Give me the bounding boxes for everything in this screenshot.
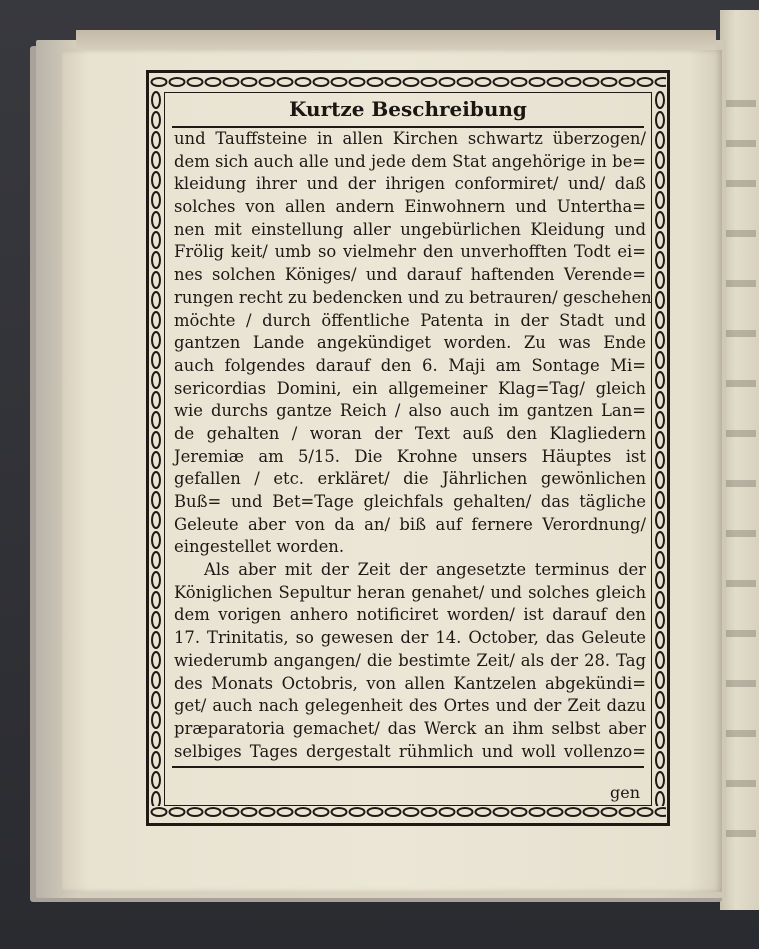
text-line: dem vorigen anhero notificiret worden/ ist darauf den xyxy=(174,605,646,625)
ornament-bottom-band xyxy=(150,806,666,818)
catchword: gen xyxy=(609,783,640,802)
text-line: præparatoria gemachet/ das Werck an ihm selbst aber xyxy=(174,718,646,738)
ornament-top-band xyxy=(150,76,666,88)
text-line: Geleute aber von da an/ biß auf fernere Verordnung/ xyxy=(174,514,646,534)
body-text xyxy=(174,128,652,763)
text-line: Jeremiæ am 5/15. Die Krohne unsers Häuptes ist xyxy=(174,446,646,466)
text-line: Frölig keit/ umb so vielmehr den unverhofften Todt ei= xyxy=(174,242,646,262)
text-line: wie durchs gantze Reich / also auch im gantzen Lan= xyxy=(174,401,646,421)
text-line: gefallen / etc. erkläret/ die Jährlichen gewönlichen xyxy=(174,469,646,489)
text-line: rungen recht zu bedencken und zu betrauren/ geschehen xyxy=(174,287,652,307)
running-heading: Kurtze Beschreibung xyxy=(289,97,527,121)
text-line: wiederumb angangen/ die bestimte Zeit/ als der 28. Tag xyxy=(174,650,646,670)
text-line: sericordias Domini, ein allgemeiner Klag=Tag/ gleich xyxy=(174,378,646,398)
top-page-edges xyxy=(76,30,716,52)
text-line: get/ auch nach gelegenheit des Ortes und der Zeit dazu xyxy=(174,696,646,716)
text-line: kleidung ihrer und der ihrigen conformiret/ und/ daß xyxy=(174,174,646,194)
ornament-right-band xyxy=(654,90,666,806)
text-line: nen mit einstellung aller ungebürlichen Kleidung und xyxy=(174,219,646,239)
text-line: Buß= und Bet=Tage gleichfals gehalten/ das tägliche xyxy=(174,492,646,511)
text-line: auch folgendes darauf den 6. Maji am Sontage Mi= xyxy=(174,355,646,375)
text-line: selbiges Tages dergestalt rühmlich und woll vollenzo= xyxy=(174,741,646,761)
footer-rule xyxy=(172,766,644,768)
text-line: möchte / durch öffentliche Patenta in der Stadt und xyxy=(174,310,646,330)
text-line: und Tauffsteine in allen Kirchen schwartz überzogen/ xyxy=(174,129,646,148)
text-line: nes solchen Königes/ und darauf haftenden Verende= xyxy=(174,265,646,285)
text-line: solches von allen andern Einwohnern und Untertha= xyxy=(174,197,646,217)
text-line: Als aber mit der Zeit der angesetzte terminus der xyxy=(204,560,646,580)
text-line: de gehalten / woran der Text auß den Klagliedern xyxy=(174,423,646,443)
text-line: dem sich auch alle und jede dem Stat angehörige in be= xyxy=(174,151,646,171)
text-line: gantzen Lande angekündiget worden. Zu was Ende xyxy=(174,333,646,353)
text-line: des Monats Octobris, von allen Kantzelen abgekündi= xyxy=(174,673,646,693)
ornament-left-band xyxy=(150,90,162,806)
text-line: Königlichen Sepultur heran genahet/ und solches gleich xyxy=(174,582,646,602)
text-line: 17. Trinitatis, so gewesen der 14. October, das Geleute xyxy=(174,628,646,648)
text-line: eingestellet worden. xyxy=(174,537,345,557)
